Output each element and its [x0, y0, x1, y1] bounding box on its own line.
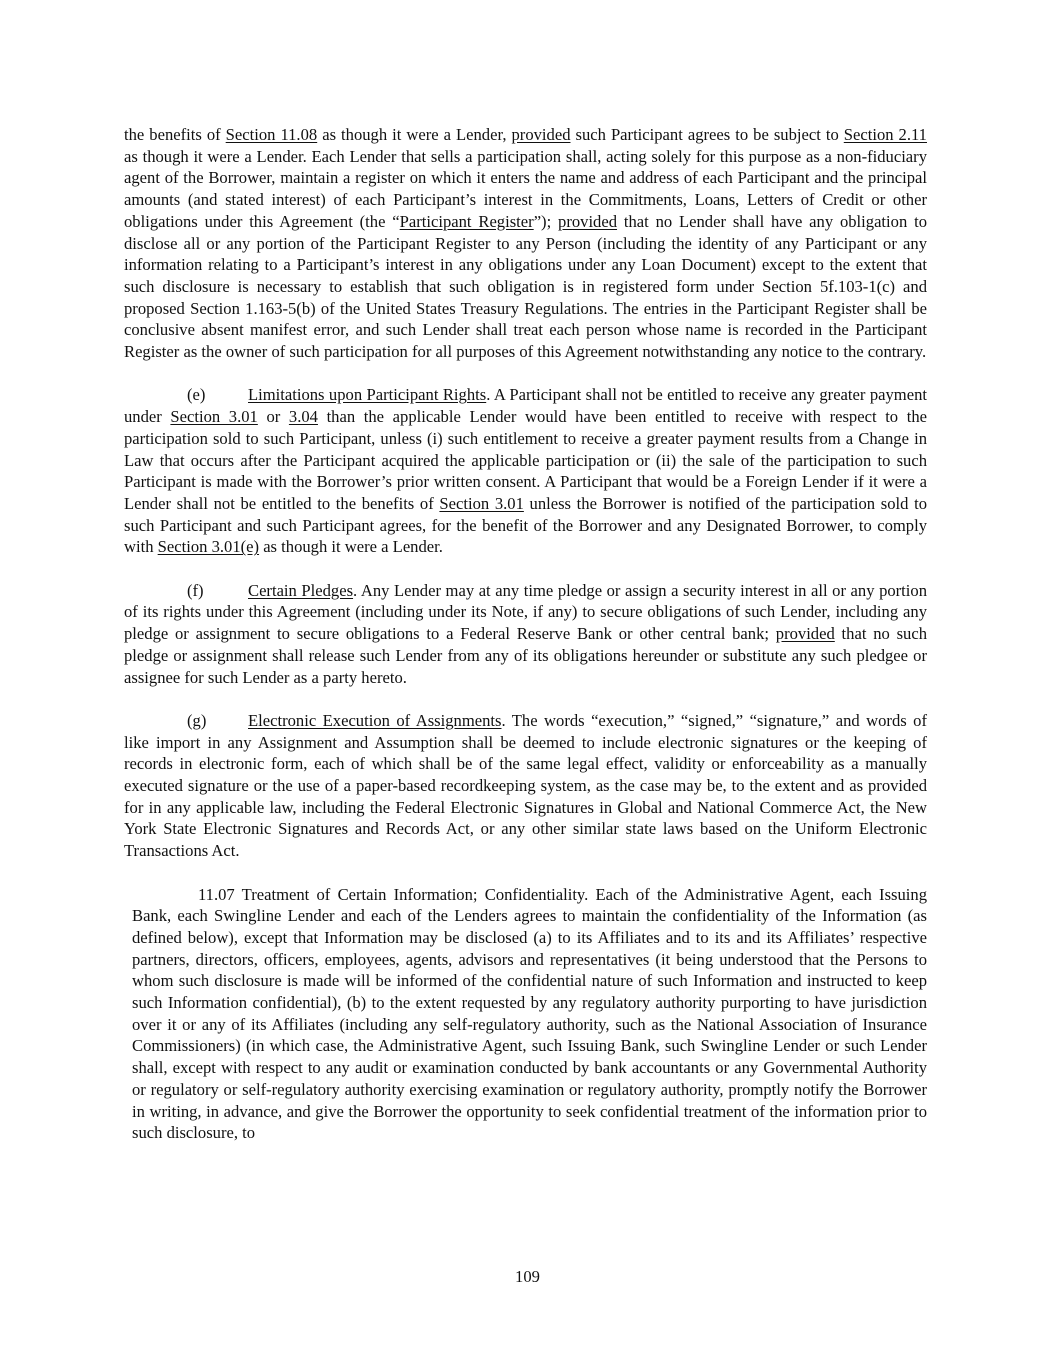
- provided-term: provided: [775, 624, 835, 644]
- clause-label: (g): [187, 710, 207, 730]
- page-number: 109: [515, 1267, 540, 1286]
- section-reference: Section 11.08: [225, 125, 318, 144]
- clause-label: (f): [187, 580, 204, 600]
- section-11-07: 11.07 Treatment of Certain Information; Confidentiality. Each of the Administrative Agent, each Issuing Bank, each Swingline Lender and each of the Lenders agrees to maintain the confidentiality of the Information (as defined below), except that Information may be disclosed (a) to its Affiliates and to its and its Affiliates’ respective partners, directors, officers, employees, agents, advisors and representatives (it being understood that the Persons to whom such disclosure is made will be informed of the confidential nature of such Information and instructed to keep such Information confidential), (b) to the extent requested by any regulatory authority purporting to have jurisdiction over it or any of its Affiliates (including any self-regulatory authority, such as the National Association of Insurance Commissioners) (in which case, the Administrative Agent, such Issuing Bank, such Swingline Lender or such Lender shall, except with respect to any audit or examination conducted by bank accountants or any Governmental Authority or regulatory or self-regulatory authority exercising examination or regulatory authority, promptly notify the Borrower in writing, in advance, and give the Borrower the opportunity to seek confidential treatment of the information prior to such disclosure, to: [132, 884, 927, 1143]
- clause-label: (e): [187, 385, 206, 405]
- paragraph-e: (e) Limitations upon Participant Rights. A Participant shall not be entitled to receive any greater payment under Section 3.01 or 3.04 than the applicable Lender would have been entitled to receive with respect to the participation sold to such Participant, unless (i) such entitlement to receive a greater payment results from a Change in Law that occurs after the Participant acquired the applicable participation or (ii) the sale of the participation to such Participant is made with the Borrower’s prior written consent. A Participant that would be a Foreign Lender if it were a Lender shall not be entitled to the benefits of Section 3.01 unless the Borrower is notified of the participation sold to such Participant and such Participant agrees, for the benefit of the Borrower and any Designated Borrower, to comply with Section 3.01(e) as though it were a Lender.: [124, 385, 927, 557]
- clause-heading: Electronic Execution of Assignments: [248, 710, 502, 730]
- paragraph-g: (g) Electronic Execution of Assignments. The words “execution,” “signed,” “signature,” and words of like import in any Assignment and Assumption shall be deemed to include electronic signatures or the keeping of records in electronic form, each of which shall be of the same legal effect, validity or enforceability as a manually executed signature or the use of a paper-based recordkeeping system, as the case may be, to the extent and as provided for in any applicable law, including the Federal Electronic Signatures in Global and National Commerce Act, the New York State Electronic Signatures and Records Act, or any other similar state laws based on the Uniform Electronic Transactions Act.: [124, 710, 927, 861]
- paragraph-participant-register: the benefits of Section 11.08 as though it were a Lender, provided such Participant agrees to be subject to Section 2.11 as though it were a Lender. Each Lender that sells a participation shall, acting solely for this purpose as a non-fiduciary agent of the Borrower, maintain a register on which it enters the name and address of each Participant and the principal amounts (and stated interest) of each Participant’s interest in the Commitments, Loans, Letters of Credit or other obligations under this Agreement (the “Participant Register”); provided that no Lender shall have any obligation to disclose all or any portion of the Participant Register to any Person (including the identity of any Participant or any information relating to a Participant’s interest in any obligations under any Loan Document) except to the extent that such disclosure is necessary to establish that such obligation is in registered form under Section 5f.103-1(c) and proposed Section 1.163-5(b) of the United States Treasury Regulations. The entries in the Participant Register shall be conclusive absent manifest error, and such Lender shall treat each person whose name is recorded in the Participant Register as the owner of such participation for all purposes of this Agreement notwithstanding any notice to the contrary.: [124, 125, 927, 362]
- clause-heading: Limitations upon Participant Rights: [248, 385, 487, 405]
- section-reference: Section 3.01(e): [157, 537, 260, 557]
- clause-heading: Certain Pledges: [248, 580, 354, 600]
- provided-term: provided: [511, 125, 571, 144]
- section-reference: 3.04: [288, 407, 318, 427]
- section-reference: Section 3.01: [170, 407, 258, 427]
- section-reference: Section 3.01: [439, 493, 524, 513]
- defined-term: Participant Register: [399, 211, 534, 231]
- paragraph-f: (f) Certain Pledges. Any Lender may at any time pledge or assign a security interest in all or any portion of its rights under this Agreement (including under its Note, if any) to secure obligations of such Lender, including any pledge or assignment to secure obligations to a Federal Reserve Bank or other central bank; provided that no such pledge or assignment shall release such Lender from any of its obligations hereunder or substitute any such pledgee or assignee for such Lender as a party hereto.: [124, 580, 928, 687]
- provided-term: provided: [558, 211, 618, 231]
- section-reference: Section 2.11: [843, 125, 927, 144]
- document-page: [124, 124, 927, 1166]
